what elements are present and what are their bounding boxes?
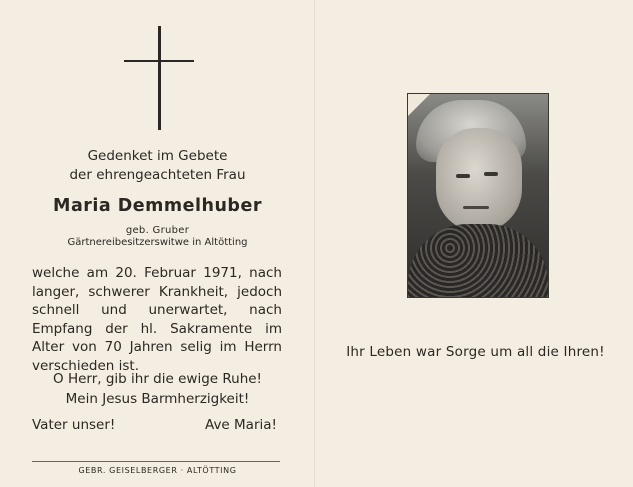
divider <box>32 461 280 462</box>
intro-line-2: der ehrengeachteten Frau <box>69 167 246 183</box>
motto: Ihr Leben war Sorge um all die Ihren! <box>346 344 605 360</box>
maiden-name: geb. Gruber <box>125 225 190 236</box>
prayer <box>0 369 315 409</box>
obituary-text: welche am 20. Februar 1971, nach langer, schwerer Krankheit, jedoch schnell und unerwartet, nach Empfang der hl. Sakramente im Alter von 70 Jahren selig im Herrn verschieden ist. <box>32 265 282 374</box>
printer-credit: GEBR. GEISELBERGER · ALTÖTTING <box>78 466 237 475</box>
prayer-line-1: O Herr, gib ihr die ewige Ruhe! <box>53 371 262 387</box>
intro-text <box>0 147 315 185</box>
portrait-photo <box>407 93 549 298</box>
intro-line-1: Gedenket im Gebete <box>87 148 228 164</box>
prayer-line-2: Mein Jesus Barmherzigkeit! <box>65 391 250 407</box>
deceased-name: Maria Demmelhuber <box>53 196 262 216</box>
vater-unser: Vater unser! <box>32 417 116 433</box>
ave-maria: Ave Maria! <box>205 417 277 433</box>
occupation: Gärtnereibesitzerswitwe in Altötting <box>67 237 248 248</box>
